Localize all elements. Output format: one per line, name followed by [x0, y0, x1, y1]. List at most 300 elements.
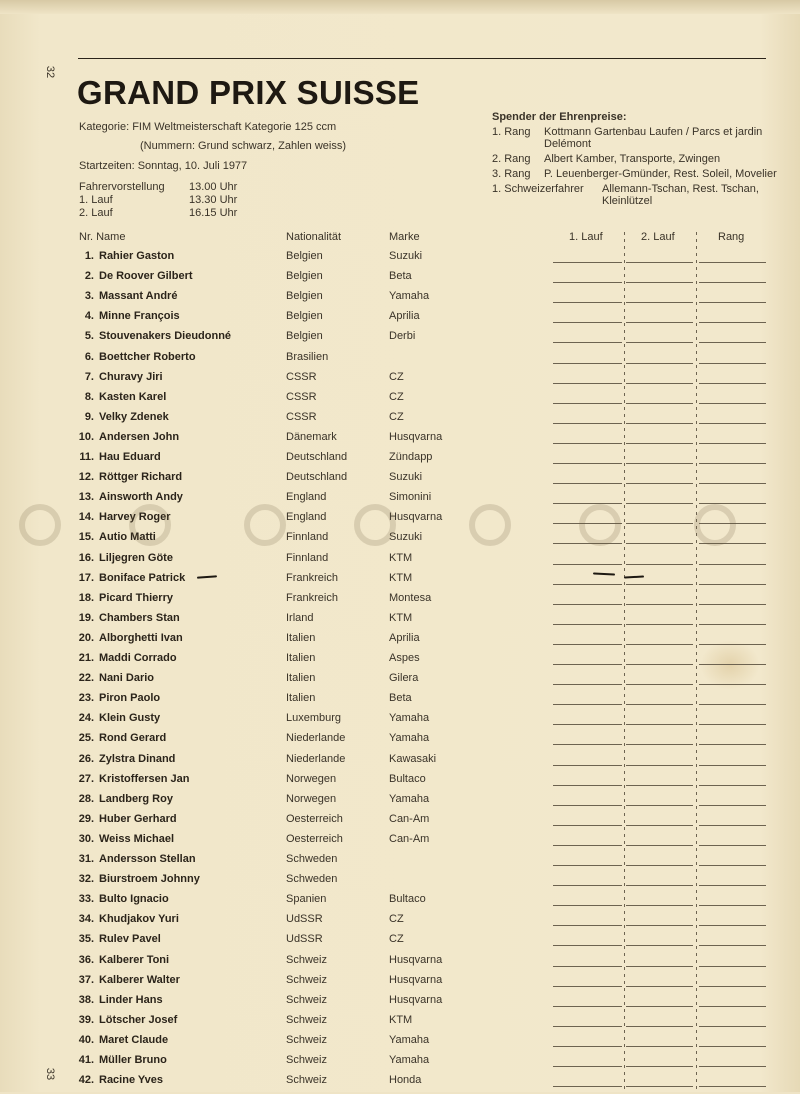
table-row	[0, 471, 800, 491]
rider-nationality: Finnland	[286, 531, 329, 544]
rang-entry-line	[699, 523, 766, 524]
rider-number: 28.	[78, 792, 94, 805]
rider-number: 24.	[78, 712, 94, 725]
rider-nationality: Schweiz	[286, 1013, 327, 1026]
rider-name: Piron Paolo	[99, 692, 161, 705]
rider-nationality: England	[286, 491, 327, 504]
lauf2-entry-line	[626, 885, 693, 886]
rider-nationality: Dänemark	[286, 430, 337, 443]
table-row	[0, 612, 800, 632]
rider-brand: CZ	[389, 933, 404, 946]
prize-entry	[492, 183, 782, 207]
prize-sponsor: Kottmann Gartenbau Laufen / Parcs et jardin Delémont	[544, 126, 763, 150]
lauf2-entry-line	[626, 463, 693, 464]
rider-number: 26.	[78, 752, 94, 765]
rider-number: 32.	[78, 873, 94, 886]
column-header-nationality: Nationalität	[286, 231, 342, 243]
table-row	[0, 411, 800, 431]
rider-name: Boniface Patrick	[99, 571, 186, 584]
table-row	[0, 552, 800, 572]
rang-entry-line	[699, 1046, 766, 1047]
column-header-nr-name: Nr. Name	[79, 231, 126, 243]
lauf1-entry-line	[553, 564, 622, 565]
schedule-label: 1. Lauf	[79, 194, 113, 206]
lauf2-entry-line	[626, 845, 693, 846]
table-row	[0, 491, 800, 511]
prize-sponsor: P. Leuenberger-Gmünder, Rest. Soleil, Movelier	[544, 168, 777, 180]
rider-name: Churavy Jiri	[99, 370, 163, 383]
table-row	[0, 753, 800, 773]
rider-brand: KTM	[389, 1013, 413, 1026]
table-row	[0, 270, 800, 290]
prize-rank: 1. Schweizerfahrer	[492, 183, 584, 195]
lauf1-entry-line	[553, 704, 622, 705]
rider-name: Liljegren Göte	[99, 551, 173, 564]
lauf1-entry-line	[553, 945, 622, 946]
rider-name: Huber Gerhard	[99, 812, 177, 825]
rang-entry-line	[699, 564, 766, 565]
rider-nationality: Niederlande	[286, 752, 346, 765]
table-row	[0, 310, 800, 330]
lauf1-entry-line	[553, 302, 622, 303]
rider-number: 11.	[79, 451, 94, 463]
rang-entry-line	[699, 805, 766, 806]
rider-number: 27.	[78, 772, 94, 785]
rider-brand: Suzuki	[389, 250, 423, 262]
lauf1-entry-line	[553, 1086, 622, 1087]
rang-entry-line	[699, 785, 766, 786]
prize-entry	[492, 153, 782, 165]
lauf1-entry-line	[553, 523, 622, 524]
lauf2-entry-line	[626, 503, 693, 504]
rider-nationality: Schweiz	[286, 1033, 327, 1046]
rider-name: Weiss Michael	[99, 832, 174, 845]
rider-nationality: UdSSR	[286, 933, 323, 946]
rider-nationality: Irland	[286, 611, 314, 624]
rider-brand: Yamaha	[389, 290, 430, 303]
rider-nationality: Frankreich	[286, 591, 338, 604]
lauf1-entry-line	[553, 744, 622, 745]
rider-name: Ainsworth Andy	[99, 491, 183, 504]
rider-number: 33.	[78, 893, 94, 906]
table-row	[0, 371, 800, 391]
rider-nationality: Oesterreich	[286, 812, 343, 825]
rang-entry-line	[699, 322, 766, 323]
lauf1-entry-line	[553, 423, 622, 424]
rider-nationality: Schweden	[286, 873, 338, 886]
rider-brand: Zündapp	[389, 451, 433, 463]
rider-brand: Gilera	[389, 672, 419, 685]
lauf2-entry-line	[626, 342, 693, 343]
rang-entry-line	[699, 1086, 766, 1087]
rider-name: Maret Claude	[99, 1033, 169, 1046]
rider-name: Andersson Stellan	[99, 853, 196, 865]
lauf2-entry-line	[626, 363, 693, 364]
rider-number: 10.	[78, 430, 94, 443]
rider-nationality: CSSR	[286, 410, 317, 423]
rider-brand: Beta	[389, 270, 412, 283]
rider-brand: CZ	[389, 410, 404, 423]
rider-number: 37.	[78, 973, 94, 986]
rang-entry-line	[699, 584, 766, 585]
rang-entry-line	[699, 443, 766, 444]
rider-nationality: Belgien	[286, 290, 323, 303]
rider-number: 9.	[84, 410, 94, 423]
rang-entry-line	[699, 885, 766, 886]
rang-entry-line	[699, 604, 766, 605]
lauf2-entry-line	[626, 624, 693, 625]
rang-entry-line	[699, 744, 766, 745]
lauf1-entry-line	[553, 1026, 622, 1027]
table-row	[0, 250, 800, 270]
rider-brand: Husqvarna	[389, 973, 443, 986]
rider-name: Minne François	[99, 310, 180, 323]
lauf2-entry-line	[626, 262, 693, 263]
rider-number: 21.	[78, 652, 94, 664]
lauf1-entry-line	[553, 986, 622, 987]
table-row	[0, 893, 800, 913]
rider-name: Kalberer Toni	[99, 953, 170, 966]
lauf1-entry-line	[553, 885, 622, 886]
rider-nationality: Italien	[286, 692, 316, 705]
lauf1-entry-line	[553, 644, 622, 645]
rang-entry-line	[699, 1006, 766, 1007]
rider-brand: Beta	[389, 692, 412, 705]
rider-number: 20.	[78, 631, 94, 644]
lauf1-entry-line	[553, 403, 622, 404]
schedule-row	[79, 194, 237, 207]
rider-name: Röttger Richard	[99, 471, 183, 484]
rang-entry-line	[699, 543, 766, 544]
table-row	[0, 692, 800, 712]
prize-sponsor: Allemann-Tschan, Rest. Tschan, Kleinlützel	[602, 183, 759, 207]
rider-brand: Bultaco	[389, 772, 426, 785]
rider-name: Linder Hans	[99, 993, 163, 1006]
rider-brand: Kawasaki	[389, 752, 437, 765]
rider-name: Hau Eduard	[99, 451, 161, 463]
rider-number: 12.	[78, 471, 94, 484]
rider-number: 35.	[78, 933, 94, 946]
rider-brand: Husqvarna	[389, 511, 443, 524]
rider-nationality: Luxemburg	[286, 712, 342, 725]
lauf1-entry-line	[553, 604, 622, 605]
rider-brand: Aprilia	[389, 631, 420, 644]
rider-nationality: Belgien	[286, 330, 323, 343]
column-header-brand: Marke	[389, 231, 420, 243]
rider-nationality: Schweden	[286, 853, 338, 865]
rider-nationality: Schweiz	[286, 973, 327, 986]
rider-number: 14.	[78, 511, 94, 524]
table-row	[0, 954, 800, 974]
page-title: GRAND PRIX SUISSE	[77, 74, 420, 111]
lauf2-entry-line	[626, 282, 693, 283]
rider-brand: KTM	[389, 551, 413, 564]
rider-name: Rahier Gaston	[99, 250, 175, 262]
rider-brand: Suzuki	[389, 471, 423, 484]
rang-entry-line	[699, 403, 766, 404]
lauf2-entry-line	[626, 825, 693, 826]
table-row	[0, 873, 800, 893]
schedule-label: 2. Lauf	[79, 207, 113, 219]
rang-entry-line	[699, 905, 766, 906]
rang-entry-line	[699, 463, 766, 464]
lauf1-entry-line	[553, 483, 622, 484]
table-row	[0, 652, 800, 672]
page-number-top: 32	[44, 65, 57, 79]
lauf2-entry-line	[626, 805, 693, 806]
table-row	[0, 833, 800, 853]
rider-brand: Suzuki	[389, 531, 423, 544]
table-row	[0, 431, 800, 451]
lauf1-entry-line	[553, 845, 622, 846]
lauf2-entry-line	[626, 322, 693, 323]
rider-number: 42.	[78, 1074, 94, 1087]
lauf2-entry-line	[626, 644, 693, 645]
rider-number: 40.	[78, 1033, 94, 1046]
sponsors-block	[492, 111, 782, 210]
rider-nationality: Schweiz	[286, 1074, 327, 1087]
rider-number: 1.	[84, 250, 94, 262]
rider-brand: CZ	[389, 913, 404, 926]
lauf1-entry-line	[553, 865, 622, 866]
table-row	[0, 933, 800, 953]
rider-brand: Yamaha	[389, 732, 430, 745]
rider-number: 19.	[78, 611, 94, 624]
rider-name: Picard Thierry	[99, 591, 173, 604]
rider-number: 7.	[84, 370, 94, 383]
rider-nationality: Norwegen	[286, 792, 337, 805]
rider-nationality: Belgien	[286, 250, 323, 262]
prize-rank: 1. Rang	[492, 126, 531, 138]
rider-nationality: Spanien	[286, 893, 327, 906]
rider-nationality: Schweiz	[286, 1054, 327, 1066]
lauf1-entry-line	[553, 664, 622, 665]
rider-name: Landberg Roy	[99, 792, 173, 805]
lauf1-entry-line	[553, 925, 622, 926]
rider-brand: Bultaco	[389, 893, 426, 906]
start-times-line: Startzeiten: Sonntag, 10. Juli 1977	[79, 160, 248, 172]
lauf2-entry-line	[626, 744, 693, 745]
rider-brand: Derbi	[389, 330, 416, 343]
rider-number: 3.	[84, 290, 94, 303]
rider-brand: Can-Am	[389, 812, 430, 825]
column-header-rang: Rang	[718, 231, 745, 243]
rang-entry-line	[699, 624, 766, 625]
rider-name: Massant André	[99, 290, 178, 303]
table-row	[0, 1054, 800, 1074]
lauf2-entry-line	[626, 966, 693, 967]
rider-brand: CZ	[389, 390, 404, 403]
lauf1-entry-line	[553, 503, 622, 504]
table-row	[0, 793, 800, 813]
rider-number: 18.	[78, 591, 94, 604]
rang-entry-line	[699, 302, 766, 303]
rider-number: 16.	[78, 551, 94, 564]
paper-top-edge	[0, 0, 800, 14]
rider-name: Kristoffersen Jan	[99, 772, 190, 785]
lauf2-entry-line	[626, 664, 693, 665]
table-row	[0, 1074, 800, 1094]
rang-entry-line	[699, 865, 766, 866]
rider-nationality: Italien	[286, 652, 316, 664]
rider-number: 25.	[78, 732, 94, 745]
rider-nationality: England	[286, 511, 327, 524]
lauf2-entry-line	[626, 1006, 693, 1007]
rider-nationality: Belgien	[286, 270, 323, 283]
rider-name: Racine Yves	[99, 1074, 164, 1087]
rang-entry-line	[699, 342, 766, 343]
lauf1-entry-line	[553, 1046, 622, 1047]
schedule-value: 16.15 Uhr	[189, 207, 238, 219]
lauf2-entry-line	[626, 584, 693, 585]
rang-entry-line	[699, 282, 766, 283]
rider-nationality: Deutschland	[286, 451, 348, 463]
rang-entry-line	[699, 845, 766, 846]
table-row	[0, 592, 800, 612]
rider-number: 31.	[78, 853, 94, 865]
lauf2-entry-line	[626, 564, 693, 565]
rang-entry-line	[699, 363, 766, 364]
table-row	[0, 632, 800, 652]
lauf1-entry-line	[553, 463, 622, 464]
rider-brand: Husqvarna	[389, 953, 443, 966]
table-row	[0, 732, 800, 752]
table-row	[0, 531, 800, 551]
lauf2-entry-line	[626, 945, 693, 946]
rider-nationality: Brasilien	[286, 350, 329, 363]
rider-nationality: Frankreich	[286, 571, 338, 584]
rider-brand: Montesa	[389, 591, 432, 604]
rang-entry-line	[699, 945, 766, 946]
table-row	[0, 913, 800, 933]
rider-number: 36.	[78, 953, 94, 966]
rider-name: Rond Gerard	[99, 732, 167, 745]
rang-entry-line	[699, 925, 766, 926]
rider-brand: Aprilia	[389, 310, 420, 323]
lauf2-entry-line	[626, 724, 693, 725]
prize-rank: 2. Rang	[492, 153, 531, 165]
lauf2-entry-line	[626, 925, 693, 926]
rang-entry-line	[699, 503, 766, 504]
lauf2-entry-line	[626, 383, 693, 384]
lauf2-entry-line	[626, 483, 693, 484]
rider-number: 2.	[84, 270, 94, 283]
rider-name: Kasten Karel	[99, 390, 167, 403]
rider-name: Maddi Corrado	[99, 652, 177, 664]
rang-entry-line	[699, 664, 766, 665]
lauf1-entry-line	[553, 262, 622, 263]
prize-rank: 3. Rang	[492, 168, 531, 180]
page-number-bottom: 33	[44, 1067, 57, 1081]
lauf1-entry-line	[553, 584, 622, 585]
rider-name: Bulto Ignacio	[99, 893, 169, 906]
table-row	[0, 330, 800, 350]
rider-nationality: Niederlande	[286, 732, 346, 745]
sponsors-heading: Spender der Ehrenpreise:	[492, 111, 627, 123]
rider-brand: CZ	[389, 370, 404, 383]
lauf2-entry-line	[626, 684, 693, 685]
lauf1-entry-line	[553, 1066, 622, 1067]
rider-name: Alborghetti Ivan	[99, 631, 183, 644]
rider-name: Biurstroem Johnny	[99, 873, 200, 886]
lauf2-entry-line	[626, 704, 693, 705]
rider-number: 17.	[78, 571, 94, 584]
rider-name: Zylstra Dinand	[99, 752, 176, 765]
rider-brand: Can-Am	[389, 832, 430, 845]
rider-name: De Roover Gilbert	[99, 270, 193, 283]
rider-name: Chambers Stan	[99, 611, 180, 624]
lauf1-entry-line	[553, 785, 622, 786]
rider-brand: Yamaha	[389, 1033, 430, 1046]
rider-name: Lötscher Josef	[99, 1013, 178, 1026]
lauf2-entry-line	[626, 1066, 693, 1067]
rider-brand: Aspes	[389, 652, 420, 664]
column-header-lauf2: 2. Lauf	[641, 231, 675, 243]
lauf1-entry-line	[553, 322, 622, 323]
table-row	[0, 974, 800, 994]
rang-entry-line	[699, 986, 766, 987]
rang-entry-line	[699, 1066, 766, 1067]
column-header-lauf1: 1. Lauf	[569, 231, 603, 243]
lauf2-entry-line	[626, 302, 693, 303]
lauf2-entry-line	[626, 423, 693, 424]
lauf1-entry-line	[553, 443, 622, 444]
table-row	[0, 712, 800, 732]
table-row	[0, 290, 800, 310]
rider-number: 23.	[78, 692, 94, 705]
rider-name: Nani Dario	[99, 672, 155, 685]
rang-entry-line	[699, 825, 766, 826]
rang-entry-line	[699, 765, 766, 766]
rider-nationality: UdSSR	[286, 913, 323, 926]
rang-entry-line	[699, 483, 766, 484]
rider-name: Klein Gusty	[99, 712, 161, 725]
lauf2-entry-line	[626, 403, 693, 404]
table-row	[0, 773, 800, 793]
lauf2-entry-line	[626, 986, 693, 987]
rider-number: 13.	[78, 491, 94, 504]
rider-number: 15.	[78, 531, 94, 544]
rider-number: 34.	[78, 913, 94, 926]
schedule-label: Fahrervorstellung	[79, 181, 165, 193]
rider-brand: Husqvarna	[389, 993, 443, 1006]
rider-name: Stouvenakers Dieudonné	[99, 330, 232, 343]
rider-name: Harvey Roger	[99, 511, 171, 524]
rider-number: 5.	[84, 330, 94, 343]
lauf2-entry-line	[626, 765, 693, 766]
rider-brand: Simonini	[389, 491, 432, 504]
lauf1-entry-line	[553, 342, 622, 343]
lauf2-entry-line	[626, 1026, 693, 1027]
lauf1-entry-line	[553, 543, 622, 544]
lauf2-entry-line	[626, 1046, 693, 1047]
rider-brand: Yamaha	[389, 1054, 430, 1066]
rang-entry-line	[699, 262, 766, 263]
lauf1-entry-line	[553, 383, 622, 384]
schedule-value: 13.30 Uhr	[189, 194, 238, 206]
lauf2-entry-line	[626, 865, 693, 866]
rider-number: 39.	[78, 1013, 94, 1026]
prize-entry	[492, 126, 782, 150]
rider-number: 6.	[84, 350, 94, 363]
lauf2-entry-line	[626, 1086, 693, 1087]
lauf1-entry-line	[553, 724, 622, 725]
lauf2-entry-line	[626, 604, 693, 605]
rider-nationality: Schweiz	[286, 953, 327, 966]
table-row	[0, 853, 800, 873]
table-row	[0, 1014, 800, 1034]
rider-name: Khudjakov Yuri	[99, 913, 179, 926]
